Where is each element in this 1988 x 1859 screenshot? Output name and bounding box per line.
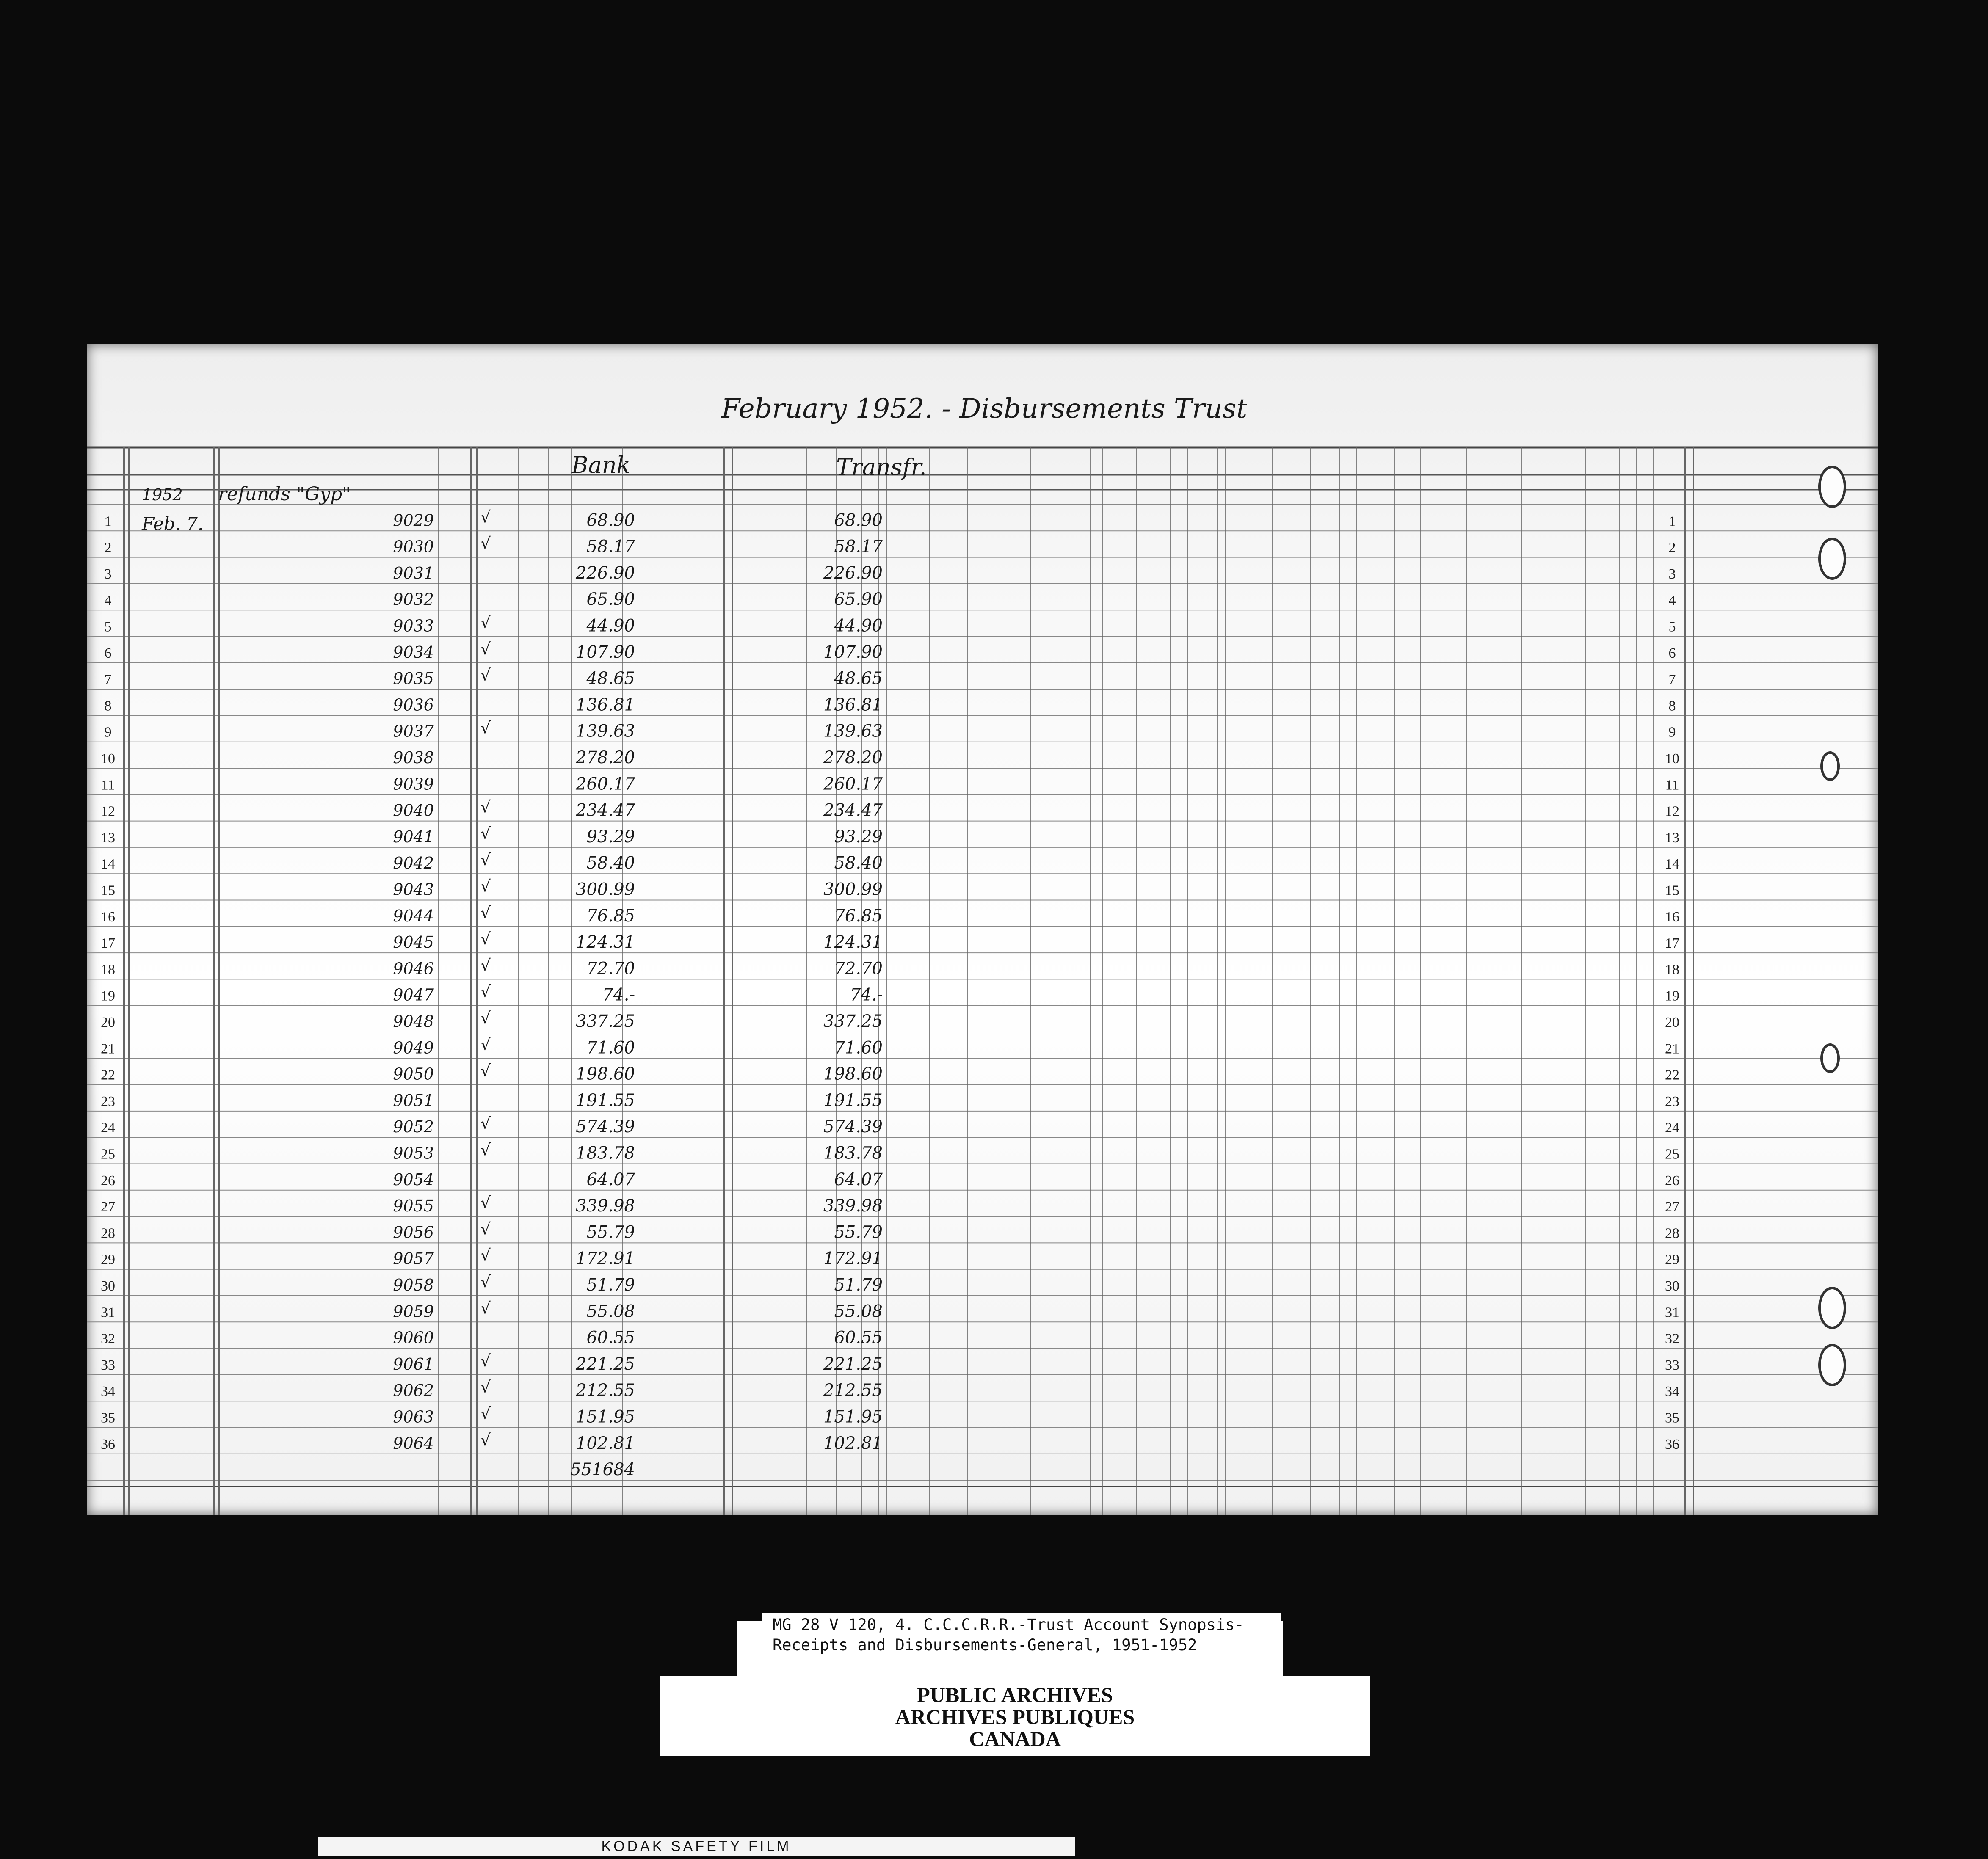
row-number-right: 1 [1668,513,1676,530]
voucher-number: 9042 [393,854,434,873]
transfer-amount: 64.07 [834,1169,883,1189]
row-number-left: 18 [101,962,115,978]
row-number-left: 9 [104,724,112,740]
voucher-number: 9029 [393,511,434,530]
bank-amount: 68.90 [586,510,635,530]
bank-amount: 74.- [602,985,635,1005]
binder-hole [1818,538,1846,580]
row-number-left: 27 [101,1199,115,1215]
row-number-right: 2 [1668,540,1676,556]
bank-amount: 55.79 [586,1222,635,1242]
voucher-number: 9051 [393,1091,434,1110]
bank-amount: 337.25 [576,1012,635,1031]
row-number-right: 26 [1665,1172,1679,1189]
row-number-right: 14 [1665,856,1679,872]
transfer-amount: 136.81 [823,695,883,715]
voucher-number: 9058 [393,1276,434,1294]
label-notch [660,1621,737,1676]
row-number-right: 24 [1665,1120,1679,1136]
checkmark: √ [480,666,491,685]
bank-amount: 191.55 [576,1090,635,1110]
transfer-amount: 74.- [850,985,883,1005]
transfer-amount: 183.78 [823,1143,883,1163]
transfer-amount: 574.39 [823,1117,883,1137]
checkmark: √ [480,1272,491,1291]
date-day: Feb. 7. [142,513,204,534]
row-number-right: 20 [1665,1015,1679,1030]
ledger-title: February 1952. - Disbursements Trust [721,393,1248,425]
bank-amount: 93.29 [586,827,635,847]
checkmark: √ [480,1246,491,1265]
binder-hole [1820,1043,1840,1073]
bank-amount: 183.78 [576,1143,635,1163]
checkmark: √ [480,982,491,1001]
film-edge-text: KODAK SAFETY FILM [601,1838,792,1854]
transfer-amount: 58.40 [834,853,883,873]
row-number-left: 33 [101,1357,115,1373]
row-number-left: 20 [101,1015,115,1030]
voucher-number: 9044 [393,906,434,925]
bank-amount: 212.55 [576,1381,635,1401]
row-number-left: 22 [101,1067,115,1083]
bank-amount: 574.39 [576,1117,635,1137]
bank-amount: 55.08 [586,1302,635,1321]
voucher-number: 9053 [393,1144,434,1163]
bank-amount: 76.85 [586,906,635,926]
checkmark: √ [480,824,491,843]
row-number-right: 25 [1665,1146,1679,1162]
row-number-left: 25 [101,1146,115,1162]
checkmark: √ [480,903,491,922]
checkmark: √ [480,508,491,527]
reference-line-1: MG 28 V 120, 4. C.C.C.R.R.-Trust Account Synopsis- [773,1616,1244,1634]
bank-amount: 71.60 [586,1038,635,1058]
voucher-number: 9036 [393,695,434,714]
row-number-left: 28 [101,1225,115,1241]
row-number-left: 5 [104,619,112,635]
row-number-right: 13 [1665,830,1679,846]
checkmark: √ [480,1140,491,1159]
row-number-right: 9 [1668,724,1676,740]
reference-line-2: Receipts and Disbursements-General, 1951-1952 [773,1636,1197,1654]
checkmark: √ [480,1009,491,1027]
checkmark: √ [480,1430,491,1449]
row-number-right: 7 [1668,672,1676,688]
row-number-left: 21 [101,1041,115,1057]
column-head-bank: Bank [572,452,631,478]
voucher-number: 9034 [393,643,434,662]
checkmark: √ [480,534,491,553]
transfer-amount: 93.29 [834,827,883,847]
voucher-number: 9033 [393,616,434,635]
row-number-right: 23 [1665,1093,1679,1109]
binder-hole [1818,1287,1846,1329]
row-number-right: 27 [1665,1199,1679,1215]
transfer-amount: 339.98 [823,1196,883,1216]
transfer-amount: 76.85 [834,906,883,926]
transfer-amount: 221.25 [823,1354,883,1374]
bank-amount: 260.17 [576,774,635,794]
row-number-left: 35 [101,1410,115,1426]
row-number-left: 11 [101,777,115,793]
date-year: 1952 [142,485,183,504]
checkmark: √ [480,1035,491,1054]
bank-amount: 51.79 [586,1275,635,1295]
transfer-amount: 51.79 [834,1275,883,1295]
row-number-left: 31 [101,1305,115,1321]
archives-stamp [660,1676,1370,1757]
binder-hole [1818,466,1846,508]
checkmark: √ [480,639,491,658]
voucher-number: 9039 [393,775,434,794]
row-number-left: 32 [101,1331,115,1347]
voucher-number: 9050 [393,1065,434,1084]
row-number-right: 28 [1665,1225,1679,1241]
bank-amount: 102.81 [576,1433,635,1453]
entry-description: refunds "Gyp" [218,483,351,505]
transfer-amount: 65.90 [834,590,883,610]
voucher-number: 9055 [393,1197,434,1216]
voucher-number: 9059 [393,1302,434,1321]
bank-amount: 151.95 [576,1407,635,1427]
voucher-number: 9060 [393,1328,434,1347]
transfer-amount: 71.60 [834,1038,883,1058]
transfer-amount: 234.47 [823,800,883,820]
voucher-number: 9062 [393,1381,434,1400]
row-number-right: 15 [1665,883,1679,899]
bank-amount: 226.90 [576,563,635,583]
voucher-number: 9043 [393,880,434,899]
bank-total: 551684 [570,1460,635,1480]
transfer-amount: 300.99 [823,880,883,899]
row-number-right: 32 [1665,1331,1679,1347]
row-number-left: 24 [101,1120,115,1136]
row-number-right: 10 [1665,751,1679,767]
transfer-amount: 68.90 [834,510,883,530]
row-number-left: 10 [101,751,115,767]
bank-amount: 65.90 [586,590,635,610]
voucher-number: 9046 [393,959,434,978]
voucher-number: 9054 [393,1170,434,1189]
checkmark: √ [480,1404,491,1423]
binder-hole [1818,1344,1846,1386]
row-number-left: 2 [104,540,112,556]
transfer-amount: 198.60 [823,1064,883,1084]
bank-amount: 139.63 [576,721,635,741]
voucher-number: 9052 [393,1117,434,1136]
binder-hole [1820,751,1840,781]
bank-amount: 234.47 [576,800,635,820]
row-number-right: 33 [1665,1357,1679,1373]
row-number-left: 15 [101,883,115,899]
checkmark: √ [480,718,491,737]
checkmark: √ [480,613,491,632]
row-number-right: 21 [1665,1041,1679,1057]
bank-amount: 172.91 [576,1249,635,1269]
row-number-left: 3 [104,566,112,582]
row-number-right: 35 [1665,1410,1679,1426]
voucher-number: 9038 [393,748,434,767]
row-number-right: 19 [1665,988,1679,1004]
voucher-number: 9045 [393,933,434,952]
row-number-left: 30 [101,1278,115,1294]
voucher-number: 9049 [393,1038,434,1057]
archive-reference [773,1615,1272,1655]
row-number-right: 17 [1665,935,1679,952]
transfer-amount: 60.55 [834,1328,883,1348]
transfer-amount: 212.55 [823,1381,883,1401]
row-number-right: 8 [1668,698,1676,714]
transfer-amount: 337.25 [823,1012,883,1031]
row-number-right: 34 [1665,1384,1679,1400]
row-number-right: 18 [1665,962,1679,978]
ledger-page [87,344,1878,1515]
bank-amount: 124.31 [576,932,635,952]
checkmark: √ [480,1193,491,1212]
bank-amount: 60.55 [586,1328,635,1348]
row-number-left: 12 [101,803,115,819]
column-head-transfer: Transfr. [836,454,927,480]
checkmark: √ [480,877,491,896]
row-number-right: 16 [1665,909,1679,925]
row-number-left: 26 [101,1172,115,1189]
transfer-amount: 151.95 [823,1407,883,1427]
transfer-amount: 278.20 [823,748,883,767]
row-number-left: 1 [104,513,112,530]
voucher-number: 9063 [393,1407,434,1426]
voucher-number: 9047 [393,985,434,1004]
checkmark: √ [480,956,491,975]
row-number-right: 4 [1668,593,1676,609]
transfer-amount: 58.17 [834,537,883,557]
voucher-number: 9035 [393,669,434,688]
row-number-right: 3 [1668,566,1676,582]
checkmark: √ [480,1114,491,1133]
row-number-right: 5 [1668,619,1676,635]
bank-amount: 58.17 [586,537,635,557]
row-number-right: 36 [1665,1436,1679,1452]
checkmark: √ [480,930,491,949]
transfer-amount: 48.65 [834,669,883,689]
voucher-number: 9057 [393,1249,434,1268]
row-number-left: 8 [104,698,112,714]
transfer-amount: 44.90 [834,616,883,636]
transfer-amount: 226.90 [823,563,883,583]
bank-amount: 48.65 [586,669,635,689]
row-number-right: 22 [1665,1067,1679,1083]
checkmark: √ [480,1378,491,1397]
bank-amount: 339.98 [576,1196,635,1216]
row-number-left: 29 [101,1252,115,1268]
checkmark: √ [480,1351,491,1370]
label-notch [1283,1621,1370,1676]
transfer-amount: 139.63 [823,721,883,741]
bank-amount: 72.70 [586,959,635,979]
bank-amount: 278.20 [576,748,635,767]
stamp-line-2: ARCHIVES PUBLIQUES [895,1705,1135,1729]
voucher-number: 9056 [393,1223,434,1242]
row-number-right: 11 [1665,777,1679,793]
transfer-amount: 55.08 [834,1302,883,1321]
checkmark: √ [480,1299,491,1318]
voucher-number: 9032 [393,590,434,609]
row-number-left: 4 [104,593,112,609]
row-number-left: 17 [101,935,115,952]
voucher-number: 9030 [393,537,434,556]
bank-amount: 58.40 [586,853,635,873]
voucher-number: 9040 [393,801,434,820]
row-number-left: 34 [101,1384,115,1400]
ledger-grid [87,344,1878,1515]
checkmark: √ [480,1061,491,1080]
bank-amount: 107.90 [576,642,635,662]
row-number-right: 29 [1665,1252,1679,1268]
bank-amount: 198.60 [576,1064,635,1084]
row-number-left: 23 [101,1093,115,1109]
bank-amount: 44.90 [586,616,635,636]
checkmark: √ [480,1219,491,1238]
row-number-right: 6 [1668,645,1676,661]
row-number-left: 16 [101,909,115,925]
row-number-left: 14 [101,856,115,872]
row-number-left: 6 [104,645,112,661]
bank-amount: 300.99 [576,880,635,899]
row-number-right: 30 [1665,1278,1679,1294]
transfer-amount: 260.17 [823,774,883,794]
row-number-left: 36 [101,1436,115,1452]
voucher-number: 9048 [393,1012,434,1031]
voucher-number: 9041 [393,827,434,846]
checkmark: √ [480,797,491,816]
transfer-amount: 107.90 [823,642,883,662]
bank-amount: 64.07 [586,1169,635,1189]
stamp-line-3: CANADA [969,1727,1061,1751]
transfer-amount: 172.91 [823,1249,883,1269]
row-number-right: 12 [1665,803,1679,819]
film-edge-print [318,1837,1075,1856]
transfer-amount: 55.79 [834,1222,883,1242]
voucher-number: 9031 [393,563,434,582]
transfer-amount: 191.55 [823,1090,883,1110]
voucher-number: 9037 [393,722,434,741]
row-number-left: 19 [101,988,115,1004]
transfer-amount: 102.81 [823,1433,883,1453]
checkmark: √ [480,850,491,869]
bank-amount: 221.25 [576,1354,635,1374]
voucher-number: 9061 [393,1354,434,1374]
transfer-amount: 124.31 [823,932,883,952]
stamp-line-1: PUBLIC ARCHIVES [917,1683,1113,1707]
transfer-amount: 72.70 [834,959,883,979]
row-number-right: 31 [1665,1305,1679,1321]
row-number-left: 7 [104,672,112,688]
voucher-number: 9064 [393,1434,434,1453]
row-number-left: 13 [101,830,115,846]
bank-amount: 136.81 [576,695,635,715]
